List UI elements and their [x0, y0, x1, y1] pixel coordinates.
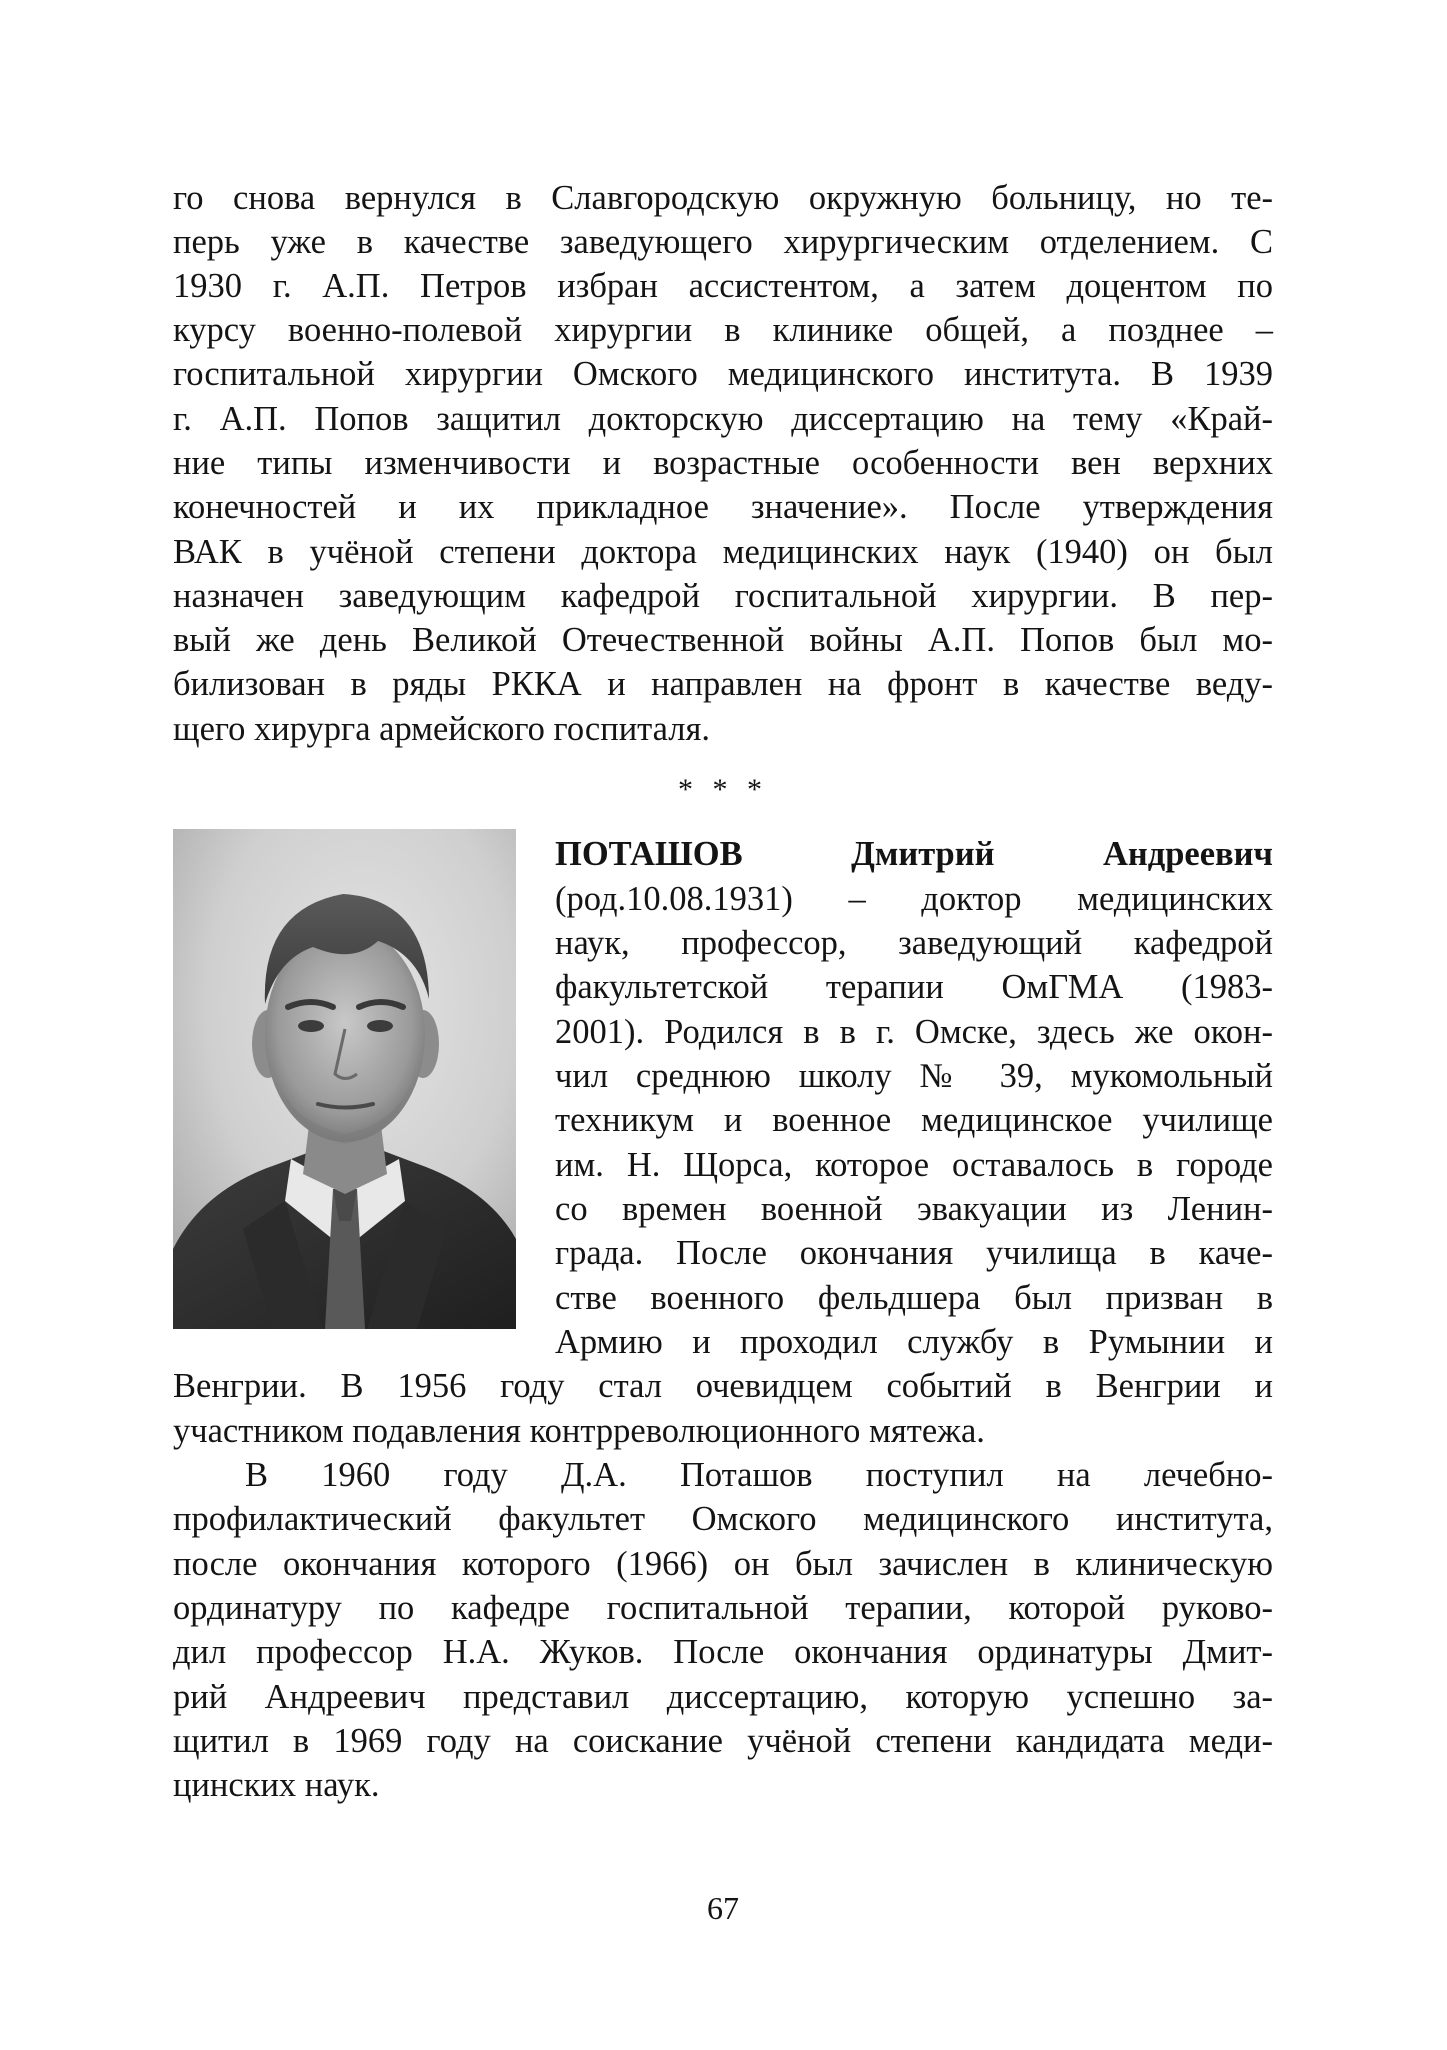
- text-line: перь уже в качестве заведующего хирургическим отделением. С: [173, 223, 1273, 261]
- text-line: билизован в ряды РККА и направлен на фронт в качестве веду-: [173, 665, 1273, 703]
- text-line: го снова вернулся в Славгородскую окружную больницу, но те-: [173, 179, 1273, 217]
- text-line: 1930 г. А.П. Петров избран ассистентом, а затем доцентом по: [173, 267, 1273, 305]
- text-line: после окончания которого (1966) он был зачислен в клиническую: [173, 1545, 1273, 1583]
- text-line: факультетской терапии ОмГМА (1983-: [555, 968, 1273, 1006]
- text-line: Венгрии. В 1956 году стал очевидцем событий в Венгрии и: [173, 1367, 1273, 1405]
- page-number: 67: [707, 1890, 739, 1926]
- text-line: ординатуру по кафедре госпитальной терапии, которой руково-: [173, 1589, 1273, 1627]
- text-line: участником подавления контрреволюционного мятежа.: [173, 1412, 985, 1450]
- text-line: дил профессор Н.А. Жуков. После окончания ординатуры Дмит-: [173, 1633, 1273, 1671]
- text-line: цинских наук.: [173, 1766, 380, 1804]
- text-line: (род.10.08.1931) – доктор медицинских: [555, 880, 1273, 918]
- text-line: стве военного фельдшера был призван в: [555, 1279, 1273, 1317]
- text-line: им. Н. Щорса, которое оставалось в городе: [555, 1146, 1273, 1184]
- text-line: рий Андреевич представил диссертацию, которую успешно за-: [173, 1678, 1273, 1716]
- text-line: щего хирурга армейского госпиталя.: [173, 710, 710, 748]
- text-line: ВАК в учёной степени доктора медицинских наук (1940) он был: [173, 533, 1273, 571]
- text-line: конечностей и их прикладное значение». После утверждения: [173, 488, 1273, 526]
- text-line: профилактический факультет Омского медицинского института,: [173, 1500, 1273, 1538]
- text-line: со времен военной эвакуации из Ленин-: [555, 1190, 1273, 1228]
- text-line: Армию и проходил службу в Румынии и: [555, 1323, 1273, 1361]
- portrait-photo: [173, 829, 516, 1329]
- person-name-line: [555, 832, 1273, 876]
- section-separator: * * *: [678, 773, 768, 806]
- text-line: чил среднюю школу № 39, мукомольный: [555, 1057, 1273, 1095]
- person-name: ПОТАШОВ Дмитрий Андреевич: [555, 835, 1273, 873]
- text-line: г. А.П. Попов защитил докторскую диссертацию на тему «Край-: [173, 400, 1273, 438]
- text-line: вый же день Великой Отечественной войны А.П. Попов был мо-: [173, 621, 1273, 659]
- text-line: техникум и военное медицинское училище: [555, 1101, 1273, 1139]
- text-line: града. После окончания училища в каче-: [555, 1234, 1273, 1272]
- text-line: щитил в 1969 году на соискание учёной степени кандидата меди-: [173, 1722, 1273, 1760]
- text-line: госпитальной хирургии Омского медицинского института. В 1939: [173, 355, 1273, 393]
- text-line: В 1960 году Д.А. Поташов поступил на лечебно-: [245, 1456, 1273, 1494]
- text-line: курсу военно-полевой хирургии в клинике общей, а позднее –: [173, 311, 1273, 349]
- text-line: 2001). Родился в в г. Омске, здесь же окон-: [555, 1013, 1273, 1051]
- text-line: назначен заведующим кафедрой госпитальной хирургии. В пер-: [173, 577, 1273, 615]
- text-line: наук, профессор, заведующий кафедрой: [555, 924, 1273, 962]
- text-line: ние типы изменчивости и возрастные особенности вен верхних: [173, 444, 1273, 482]
